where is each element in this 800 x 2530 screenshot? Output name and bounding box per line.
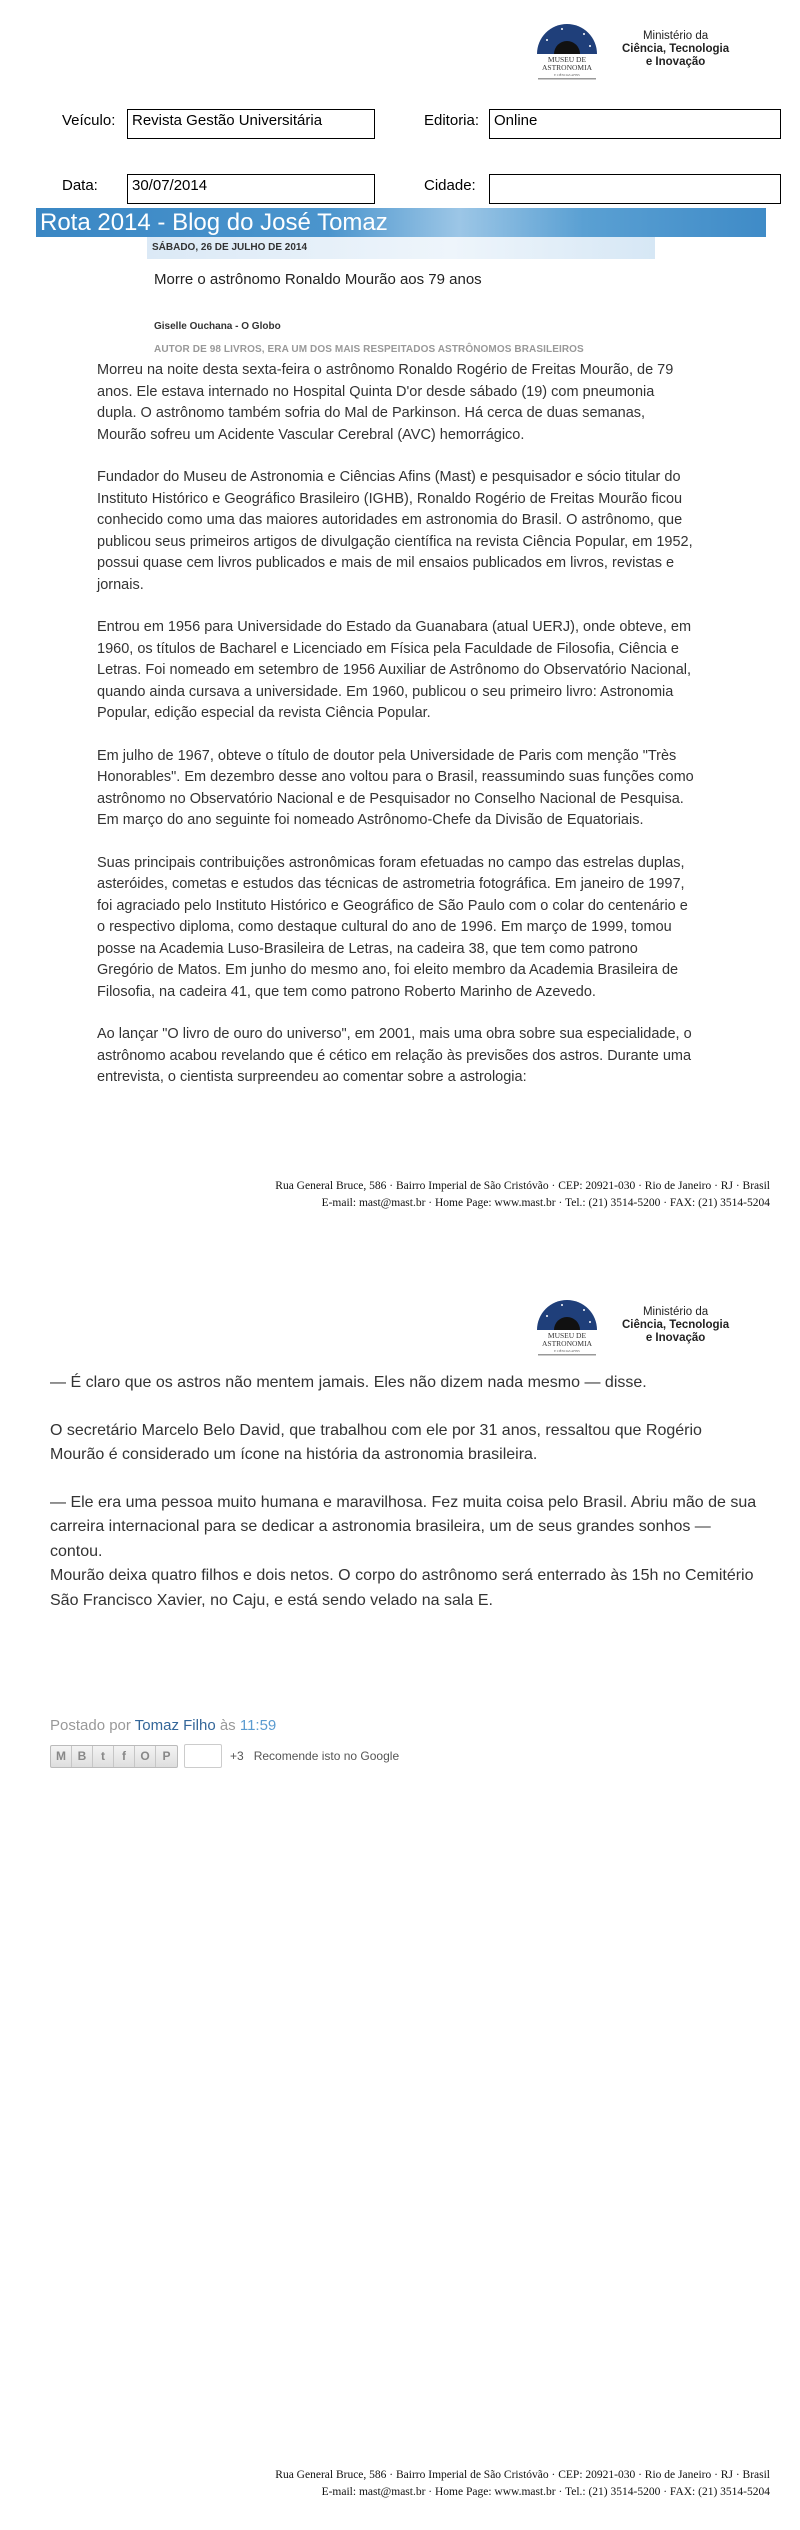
ministerio-line1: Ministério da [642, 1305, 709, 1318]
share-buttons [50, 1745, 178, 1768]
form-row-veiculo-editoria [0, 109, 800, 139]
posted-at-label: às [219, 1717, 236, 1734]
post-time-link[interactable]: 11:59 [239, 1717, 277, 1734]
footer-contact: E-mail: mast@mast.br · Home Page: www.mast.br · Tel.: (21) 3514-5200 · FAX: (21) 3514-5204 [321, 2486, 770, 2498]
cidade-label: Cidade: [424, 177, 476, 194]
veiculo-field[interactable]: Revista Gestão Universitária [127, 109, 375, 139]
editoria-label: Editoria: [424, 112, 480, 129]
ministerio-line2: Ciência, Tecnologia [622, 42, 730, 55]
header-logos [532, 14, 772, 84]
ministerio-logo [622, 1306, 729, 1345]
ministerio-line1: Ministério da [642, 29, 709, 42]
blogger-share-icon[interactable]: B [72, 1746, 93, 1767]
footer-address: Rua General Bruce, 586 · Bairro Imperial de São Cristóvão · CEP: 20921-030 · Rio de Janeiro · RJ · Brasil [275, 1180, 770, 1192]
page2-footer [180, 2467, 770, 2501]
footer-address: Rua General Bruce, 586 · Bairro Imperial de São Cristóvão · CEP: 20921-030 · Rio de Janeiro · RJ · Brasil [275, 2469, 770, 2481]
article-paragraph: O secretário Marcelo Belo David, que trabalhou com ele por 31 anos, ressaltou que Rogério Mourão é considerado um ícone na história da astronomia brasileira. [50, 1421, 702, 1463]
post-date: SÁBADO, 26 DE JULHO DE 2014 [147, 237, 655, 259]
share-toolbar [50, 1744, 399, 1768]
ministerio-line3: e Inovação [645, 55, 706, 68]
twitter-share-icon[interactable]: t [93, 1746, 114, 1767]
data-label: Data: [62, 177, 98, 194]
museu-line3: E CIÊNCIAS AFINS [554, 1349, 580, 1353]
article-paragraph: Mourão deixa quatro filhos e dois netos. O corpo do astrônomo será enterrado às 15h no Cemitério São Francisco Xavier, no Caju, e está sendo velado na sala E. [50, 1567, 754, 1609]
article-paragraph: Entrou em 1956 para Universidade do Estado da Guanabara (atual UERJ), onde obteve, em 1960, os títulos de Bacharel e Licenciado em Física pela Faculdade de Filosofia, Ciência e Letras. Foi nomeado em setembro de 1956 Auxiliar de Astrônomo do Observatório Nacional, quando ainda cursava a universidade. Em 1960, publicou o seu primeiro livro: Astronomia Popular, edição especial da revista Ciência Popular. [97, 619, 692, 721]
post-subhead: AUTOR DE 98 LIVROS, ERA UM DOS MAIS RESPEITADOS ASTRÔNOMOS BRASILEIROS [154, 344, 584, 355]
post-byline: Giselle Ouchana - O Globo [154, 321, 281, 332]
post-author-link[interactable]: Tomaz Filho [134, 1717, 216, 1734]
article-body-page1 [97, 360, 697, 1110]
veiculo-label: Veículo: [62, 112, 116, 129]
google-plusone-button[interactable] [184, 1744, 222, 1768]
pinterest-share-icon[interactable]: P [162, 1749, 171, 1763]
museu-astronomia-logo [532, 14, 602, 84]
museu-line3: E CIÊNCIAS AFINS [554, 73, 580, 77]
post-title[interactable]: Morre o astrônomo Ronaldo Mourão aos 79 anos [154, 271, 482, 288]
article-paragraph: Suas principais contribuições astronômicas foram efetuadas no campo das estrelas duplas, asteróides, cometas e estudos das técnicas de astrometria fotográfica. Em janeiro de 1997, foi agraciado pelo Instituto Histórico e Geográfico de São Paulo com o colar do centenário e o respectivo diploma, como destaque cultural do ano de 1996. Em março de 1999, tomou posse na Academia Luso-Brasileira de Letras, na cadeira 38, que tem como patrono Gregório de Matos. Em junho do mesmo ano, foi eleito membro da Academia Brasileira de Filosofia, na cadeira 41, que tem como patrono Roberto Marinho de Azevedo. [97, 854, 688, 1000]
email-share-icon[interactable]: M [51, 1746, 72, 1767]
ministerio-line2: Ciência, Tecnologia [622, 1318, 730, 1331]
museu-line2: ASTRONOMIA [541, 63, 593, 72]
article-paragraph: — É claro que os astros não mentem jamais. Eles não dizem nada mesmo — disse. [50, 1374, 647, 1391]
posted-by-label: Postado por [50, 1717, 131, 1734]
article-paragraph: Morreu na noite desta sexta-feira o astrônomo Ronaldo Rogério de Freitas Mourão, de 79 anos. Ele estava internado no Hospital Quinta D'or desde sábado (19) com pneumonia dupla. O astrônomo também sofria do Mal de Parkinson. Há cerca de duas semanas, Mourão sofreu um Acidente Vascular Cerebral (AVC) hemorrágico. [97, 362, 674, 443]
orkut-share-icon[interactable]: O [135, 1746, 156, 1767]
page1-footer [180, 1178, 770, 1212]
cidade-field[interactable] [489, 174, 781, 204]
data-field[interactable]: 30/07/2014 [127, 174, 375, 204]
blog-title[interactable]: Rota 2014 - Blog do José Tomaz [36, 208, 766, 237]
article-body-page2 [50, 1371, 760, 1636]
article-paragraph: Em julho de 1967, obteve o título de doutor pela Universidade de Paris com menção "Très Honorables". Em dezembro desse ano voltou para o Brasil, reassumindo suas funções como astrônomo no Observatório Nacional e de Pesquisador no Conselho Nacional de Pesquisa. Em março do ano seguinte foi nomeado Astrônomo-Chefe da Divisão de Equatoriais. [97, 747, 694, 828]
footer-contact: E-mail: mast@mast.br · Home Page: www.mast.br · Tel.: (21) 3514-5200 · FAX: (21) 3514-5204 [321, 1197, 770, 1209]
form-row-data-cidade [0, 174, 800, 204]
article-paragraph: Fundador do Museu de Astronomia e Ciências Afins (Mast) e pesquisador e sócio titular do Instituto Histórico e Geográfico Brasileiro (IGHB), Ronaldo Rogério de Freitas Mourão ficou conhecido como uma das maiores autoridades em astronomia do Brasil. O astrônomo, que publicou seus primeiros artigos de divulgação científica na revista Ciência Popular, em 1952, possui quase cem livros publicados e mais de mil ensaios publicados em livros, revistas e jornais. [97, 469, 693, 593]
museu-line1: MUSEU DE [547, 1331, 587, 1340]
editoria-field[interactable]: Online [489, 109, 781, 139]
article-paragraph: — Ele era uma pessoa muito humana e maravilhosa. Fez muita coisa pelo Brasil. Abriu mão de sua carreira internacional para se dedicar a astronomia brasileira, um de seus grandes sonhos — contou. [50, 1493, 757, 1560]
plusone-count: +3 [230, 1749, 244, 1763]
museu-astronomia-logo [532, 1290, 602, 1360]
header-logos-page2 [532, 1290, 772, 1360]
recommend-label: Recomende isto no Google [253, 1749, 400, 1763]
post-meta [50, 1717, 276, 1734]
museu-line1: MUSEU DE [547, 55, 587, 64]
article-paragraph: Ao lançar "O livro de ouro do universo", em 2001, mais uma obra sobre sua especialidade, o astrônomo acabou revelando que é cético em relação às previsões dos astros. Durante uma entrevista, o cientista surpreendeu ao comentar sobre a astrologia: [97, 1026, 692, 1085]
ministerio-line3: e Inovação [645, 1331, 706, 1344]
facebook-share-icon[interactable]: f [114, 1746, 135, 1767]
museu-line2: ASTRONOMIA [541, 1339, 593, 1348]
ministerio-logo [622, 30, 729, 69]
